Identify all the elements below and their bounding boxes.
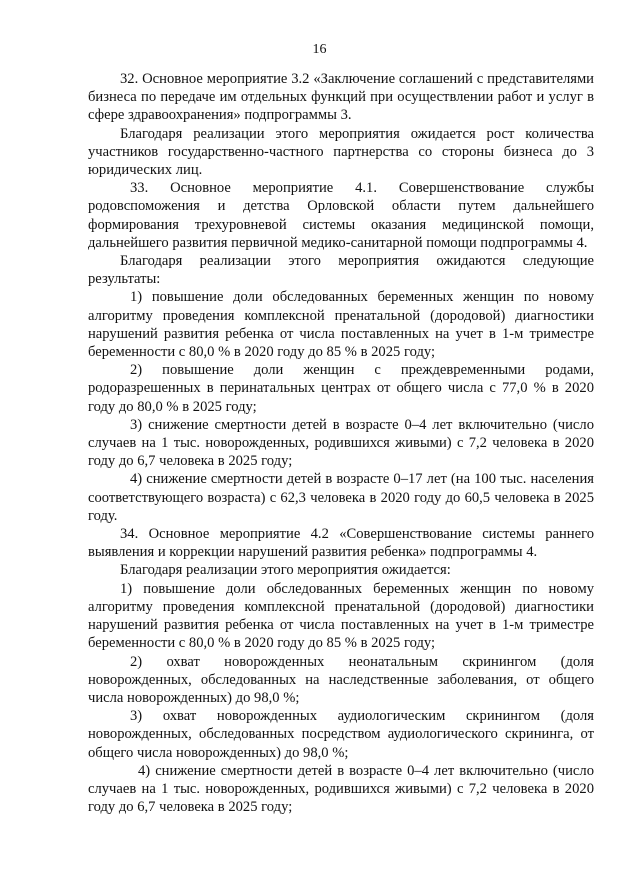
document-body <box>88 70 594 816</box>
paragraph-34-item-2: 2) охват новорожденных неонатальным скринингом (доля новорожденных, обследованных на наследственные заболевания, от общего числа новорожденных) до 98,0 %; <box>88 653 594 706</box>
page-number: 16 <box>312 42 327 57</box>
paragraph-34-results-intro: Благодаря реализации этого мероприятия ожидается: <box>120 562 451 579</box>
paragraph-32: 32. Основное мероприятие 3.2 «Заключение соглашений с представителями бизнеса по передаче им отдельных функций при осуществлении работ и услуг в сфере здравоохранения» подпрограммы 3. <box>88 71 594 124</box>
paragraph-33-item-3: 3) снижение смертности детей в возрасте 0–4 лет включительно (число случаев на 1 тыс. новорожденных, родившихся живыми) с 7,2 человека в 2020 году до 6,7 человека в 2025 году; <box>88 416 594 470</box>
paragraph-34: 34. Основное мероприятие 4.2 «Совершенствование системы раннего выявления и коррекции нарушений развития ребенка» подпрограммы 4. <box>88 526 594 561</box>
paragraph-34-item-1: 1) повышение доли обследованных беременных женщин по новому алгоритму проведения комплексной пренатальной (дородовой) диагностики нарушений развития ребенка от числа поставленных на учет в 1-м триместре беременности с 80,0 % в 2020 году до 85 % в 2025 году; <box>88 580 594 652</box>
paragraph-32-result: Благодаря реализации этого мероприятия ожидается рост количества участников государственно-частного партнерства со стороны бизнеса до 3 юридических лиц. <box>88 125 594 179</box>
paragraph-33: 33. Основное мероприятие 4.1. Совершенствование службы родовспоможения и детства Орловской области путем дальнейшего формирования трехуровневой системы оказания медицинской помощи, дальнейшего развития первичной медико-санитарной помощи подпрограммы 4. <box>88 180 594 251</box>
paragraph-33-item-4: 4) снижение смертности детей в возрасте 0–17 лет (на 100 тыс. населения соответствующего возраста) с 62,3 человека в 2020 году до 60,5 человека в 2025 году. <box>88 471 594 524</box>
paragraph-34-item-4: 4) снижение смертности детей в возрасте 0–4 лет включительно (число случаев на 1 тыс. новорожденных, родившихся живыми) с 7,2 человека в 2020 году до 6,7 человека в 2025 году; <box>88 762 594 816</box>
paragraph-33-results-intro: Благодаря реализации этого мероприятия ожидаются следующие результаты: <box>88 253 594 288</box>
paragraph-34-item-3: 3) охват новорожденных аудиологическим скринингом (доля новорожденных, обследованных посредством аудиологического скрининга, от общего числа новорожденных) до 98,0 %; <box>88 708 594 761</box>
paragraph-33-item-2: 2) повышение доли женщин с преждевременными родами, родоразрешенных в перинатальных центрах от общего числа с 77,0 % в 2020 году до 80,0 % в 2025 году; <box>88 362 594 415</box>
paragraph-33-item-1: 1) повышение доли обследованных беременных женщин по новому алгоритму проведения комплексной пренатальной (дородовой) диагностики нарушений развития ребенка от числа поставленных на учет в 1-м триместре беременности с 80,0 % в 2020 году до 85 % в 2025 году; <box>88 289 594 361</box>
